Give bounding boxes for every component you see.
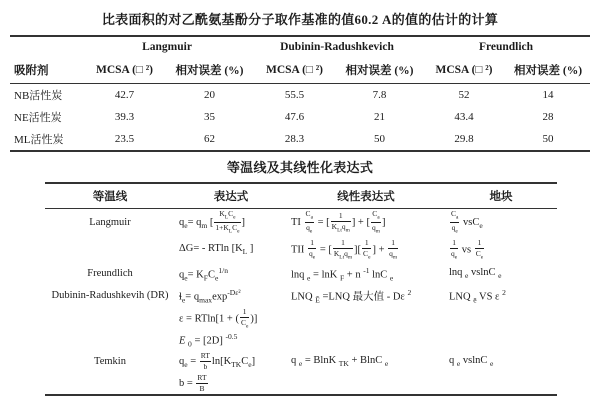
header-adsorbent: 吸附剂 [10,56,82,84]
table-cell: 23.5 [114,133,135,145]
table-cell: 35 [204,111,215,123]
expression-cell: $q_e$ = $\frac{RT}{b}$ $\ln[K_{TK}C_e]$ [179,351,256,371]
linear-expression-cell [287,331,445,350]
table-cell: 55.5 [284,89,305,101]
header-mcsa-dr: MCSA (□ ²) [252,56,337,84]
group-header-freundlich: Freundlich [478,40,534,53]
isotherm-row-freundlich [45,263,557,284]
header-error-freundlich: 相对误差 (%) [506,56,590,84]
expression-cell: $q_e= q_m$ [ $K_LC_e$ $1+K_LC_e$ ] [179,209,246,235]
header-error-dr: 相对误差 (%) [337,56,422,84]
table-cell: 28 [542,111,554,123]
header-mcsa-langmuir: MCSA (□ ²) [82,56,167,84]
isotherm-table [45,182,557,396]
isotherm-header-row [45,183,557,209]
expression-cell: ΔG= - RTln [$K_L$ ] [179,243,254,257]
table-cell: 14 [542,89,554,101]
isotherm-row-dr-epsilon [45,307,557,331]
group-header-dubinin-radushkevich: Dubinin-Radushkevich [280,40,394,53]
table-row-nb-carbon [10,84,590,107]
table2-title: 等温线及其线性化表达式 [226,160,374,175]
plot-cell: $\frac{1}{q_e}$ vs $\frac{1}{C_e}$ [451,237,484,261]
isotherm-name [45,373,175,395]
isotherm-name: Freundlich [87,268,133,280]
isotherm-name [45,307,175,331]
table-cell: 42.7 [114,89,135,101]
table-cell: 50 [374,133,385,145]
plot-cell [445,373,557,395]
table-row-ml-carbon [10,128,590,151]
plot-cell: q $_e$ vslnC $_e$ [449,354,494,369]
adsorbent-name: NE活性炭 [14,112,62,124]
linear-expression-cell: LNQ $_Ē$ =LNQ 最大值 - Dε $^2$ [291,287,412,305]
header-expression: 表达式 [175,183,287,209]
isotherm-name [45,236,175,263]
table-cell: 29.8 [454,133,474,145]
table1-title: 比表面积的对乙酰氨基酚分子取作基准的值60.2 A的值的估计的计算 [101,12,499,27]
expression-cell: E $_0$ = [2D] $^{-0.5}$ [179,332,238,349]
table-cell: 43.4 [454,111,474,123]
expression-cell: ɬ$_e$= $q_{max}\exp^{-D\varepsilon^2}$ [179,287,241,305]
linear-expression-cell: lnq $_e$ = lnK $_F$ + n $^{-1}$ lnC $_e$ [291,265,394,283]
linear-expression-cell [287,373,445,395]
table-cell: 39.3 [114,111,135,123]
model-group-header-row [10,36,590,56]
table-cell: 47.6 [284,111,305,123]
table-cell: 21 [374,111,385,123]
expression-cell: b = $\frac{RT}{B}$ [179,372,207,393]
column-header-row [10,56,590,84]
plot-cell: lnq $_e$ vslnC $_e$ [449,267,502,281]
table-cell: 50 [542,133,554,145]
plot-cell: LNQ $_ē$ VS ε $^2$ [449,287,506,305]
linear-expression-cell: TI $\frac{C_a}{q_e}$ = [ 1 $K_{Lt}q_m$ ] + [ $\frac{C_a}{q_m}$ ] [291,209,386,235]
group-header-langmuir: Langmuir [142,40,192,53]
table-cell: 20 [204,89,215,101]
isotherm-name: Langmuir [89,217,131,229]
header-isotherm: 等温线 [45,183,175,209]
isotherm-row-dr-e0 [45,331,557,350]
adsorbent-name: ML活性炭 [14,134,64,146]
linear-expression-cell: q $_e$ = BlnK $_{TK}$ + BlnC $_e$ [291,354,389,369]
isotherm-row-dubinin-radushkevich [45,284,557,307]
isotherm-row-langmuir-2 [45,236,557,263]
isotherm-name: Dubinin-Radushkevih (DR) [51,290,169,302]
header-mcsa-freundlich: MCSA (□ ²) [422,56,506,84]
linear-expression-cell: TII $\frac{1}{q_e}$ = [ 1 $K_{Lt}q_m$ ][ $\frac{1}{C_e}$ ] + $\frac{1}{q_m}$ [291,237,398,261]
expression-cell: $q_e= K_FC_e^{1/n}$ [179,265,228,283]
plot-cell [445,331,557,350]
mcsa-estimate-table [10,35,590,152]
table-cell: 52 [458,89,470,101]
isotherm-row-temkin-b [45,373,557,395]
plot-cell: $\frac{C_a}{q_e}$ vsC$_e$ [451,209,483,235]
header-error-langmuir: 相对误差 (%) [167,56,252,84]
empty-corner-cell [10,36,82,56]
table-row-ne-carbon [10,106,590,128]
plot-cell [445,307,557,331]
isotherm-name [45,331,175,350]
adsorbent-name: NB活性炭 [14,90,63,102]
table-cell: 7.8 [372,89,387,101]
linear-expression-cell [287,307,445,331]
isotherm-row-temkin [45,350,557,373]
table-cell: 62 [204,133,215,145]
isotherm-name: Temkin [94,355,126,367]
isotherm-row-langmuir [45,209,557,237]
header-plot: 地块 [445,183,557,209]
table-cell: 28.3 [284,133,305,145]
expression-cell: ε = RTln[1 + ( $\frac{1}{C_e}$ )] [179,307,258,330]
header-linear-expression: 线性表达式 [287,183,445,209]
